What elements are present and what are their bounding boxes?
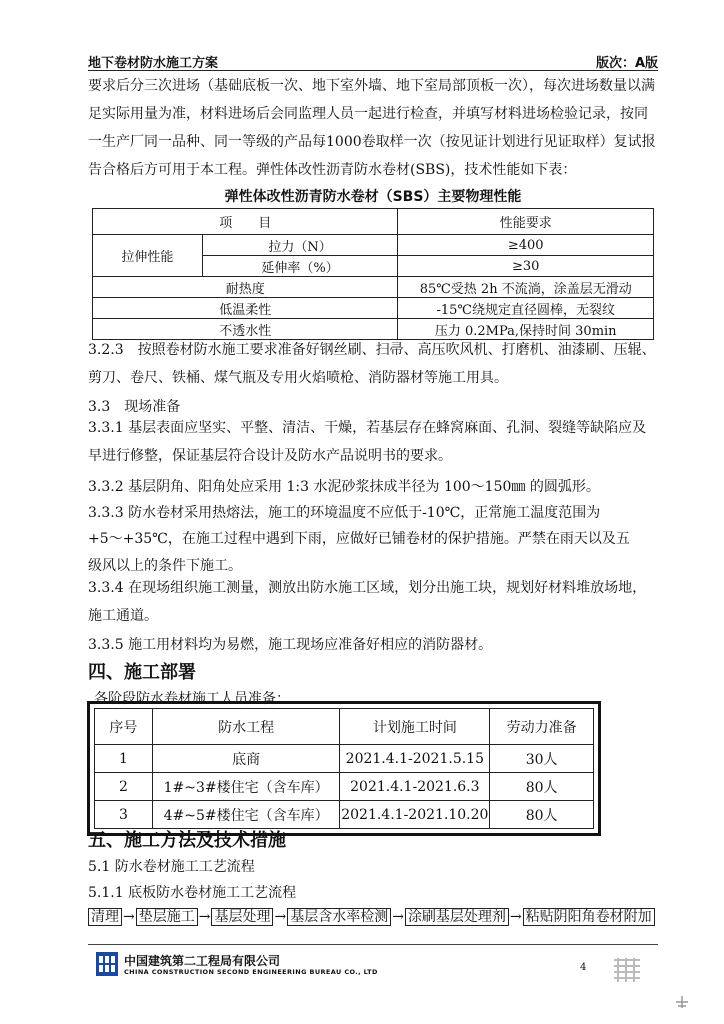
flow-step: 清理 (88, 908, 122, 926)
arrow-icon: → (198, 909, 211, 925)
col-req-header: 性能要求 (398, 209, 654, 235)
process-flow (88, 906, 655, 926)
header-cell: 防水工程 (152, 709, 340, 745)
company-name-cn: 中国建筑第二工程局有限公司 (124, 954, 281, 968)
arrow-icon: → (123, 909, 135, 925)
section-3-3-2: 3.3.2 基层阴角、阳角处应采用 1:3 水泥砂浆抹成半径为 100～150㎜ 的圆弧形。 (88, 479, 600, 495)
table-cell: 耐热度 (93, 277, 398, 298)
table-cell: 1 (95, 745, 153, 773)
chapter-5-heading: 五、施工方法及技术措施 (88, 830, 286, 851)
footer-rule (88, 944, 658, 945)
arrow-icon: → (509, 909, 522, 925)
staffing-table (94, 708, 594, 829)
table1-title: 弹性体改性沥青防水卷材（SBS）主要物理性能 (224, 189, 522, 205)
flow-step: 基层处理 (211, 908, 273, 926)
chapter-4-heading: 四、施工部署 (88, 662, 196, 683)
table-cell: 拉力（N） (202, 235, 398, 256)
header-cell: 序号 (95, 709, 153, 745)
table-cell: 不透水性 (93, 319, 398, 340)
section-3-3-3-line2: +5～+35℃，在施工过程中遇到下雨，应做好已铺卷材的保护措施。严禁在雨天以及五 (88, 531, 630, 547)
section-3-2-3: 3.2.3 按照卷材防水施工要求准备好钢丝刷、扫帚、高压吹风机、打磨机、油漆刷、压辊、剪刀、卷尺、铁桶、煤气瓶及专用火焰喷枪、消防器材等施工用具。 (88, 342, 656, 386)
arrow-icon: → (274, 909, 287, 925)
section-5-1-1: 5.1.1 底板防水卷材施工工艺流程 (88, 885, 297, 901)
table-cell: 2021.4.1-2021.6.3 (340, 773, 490, 801)
flow-step: 垫层施工 (136, 908, 198, 926)
table-row (95, 745, 594, 773)
table-cell: 3 (95, 801, 153, 829)
arrow-icon: → (392, 909, 404, 925)
table-cell: 1#~3#楼住宅（含车库） (152, 773, 340, 801)
section-3-3-3-line3: 级风以上的条件下施工。 (88, 558, 242, 574)
version-label: 版次：A版 (595, 56, 658, 71)
section-3-3-5: 3.3.5 施工用材料均为易燃，施工现场应准备好相应的消防器材。 (88, 637, 493, 653)
cscec-logo-icon (96, 952, 118, 976)
sbs-property-table (92, 208, 654, 340)
table-cell: -15℃绕规定直径圆棒，无裂纹 (398, 298, 654, 319)
table-cell: 压力 0.2MPa,保持时间 30min (398, 319, 654, 340)
table-cell: ≥30 (398, 256, 654, 277)
page-number: 4 (580, 962, 587, 973)
corner-mark-icon (672, 992, 692, 1012)
table-cell: 80人 (490, 801, 594, 829)
table-cell: 低温柔性 (93, 298, 398, 319)
table-cell: 4#~5#楼住宅（含车库） (152, 801, 340, 829)
table-row (95, 801, 594, 829)
section-3-3-heading: 3.3 现场准备 (88, 399, 181, 415)
table-cell: 30人 (490, 745, 594, 773)
table-cell: 85℃受热 2h 不流淌，涂盖层无滑动 (398, 277, 654, 298)
section-3-3-3-line1: 3.3.3 防水卷材采用热熔法，施工的环境温度不应低于-10℃，正常施工温度范围为 (88, 505, 601, 521)
document-title: 地下卷材防水施工方案 (88, 56, 219, 71)
flow-step: 涂刷基层处理剂 (405, 908, 509, 926)
footer-decoration-icon (598, 956, 658, 986)
table-cell: 延伸率（%） (202, 256, 398, 277)
table-cell: 2021.4.1-2021.10.20 (340, 801, 490, 829)
page-header (88, 50, 658, 71)
company-name-en: CHINA CONSTRUCTION SECOND ENGINEERING BUREAU CO., LTD (124, 968, 378, 976)
header-cell: 计划施工时间 (340, 709, 490, 745)
table-cell: 2 (95, 773, 153, 801)
section-3-3-1: 3.3.1 基层表面应坚实、平整、清洁、干燥，若基层存在蜂窝麻面、孔洞、裂缝等缺陷应及早进行修整，保证基层符合设计及防水产品说明书的要求。 (88, 420, 647, 464)
header-cell: 劳动力准备 (490, 709, 594, 745)
table-cell: 80人 (490, 773, 594, 801)
section-5-1: 5.1 防水卷材施工工艺流程 (88, 859, 255, 875)
table-row (95, 773, 594, 801)
tensile-group-cell: 拉伸性能 (93, 235, 203, 277)
chapter-4-intro: 各阶段防水卷材施工人员准备： (94, 691, 290, 707)
section-3-3-4: 3.3.4 在现场组织施工测量，测放出防水施工区域，划分出施工块，规划好材料堆放场地，施工通道。 (88, 580, 647, 624)
table-cell: 2021.4.1-2021.5.15 (340, 745, 490, 773)
col-item-header: 项 目 (93, 209, 398, 235)
table-cell: ≥400 (398, 235, 654, 256)
flow-step: 基层含水率检测 (287, 908, 391, 926)
intro-paragraph: 要求后分三次进场（基础底板一次、地下室外墙、地下室局部顶板一次），每次进场数量以满足实际用量为准，材料进场后会同监理人员一起进行检查，并填写材料进场检验记录，按同一生产厂同一品种、同一等级的产品每1000卷取样一次（按见证计划进行见证取样）复试报告合格后方可用于本工程。弹性体改性沥青防水卷材(SBS)，技术性能如下表： (88, 78, 656, 178)
flow-step: 粘贴阴阳角卷材附加 (523, 908, 655, 926)
table-cell: 底商 (152, 745, 340, 773)
